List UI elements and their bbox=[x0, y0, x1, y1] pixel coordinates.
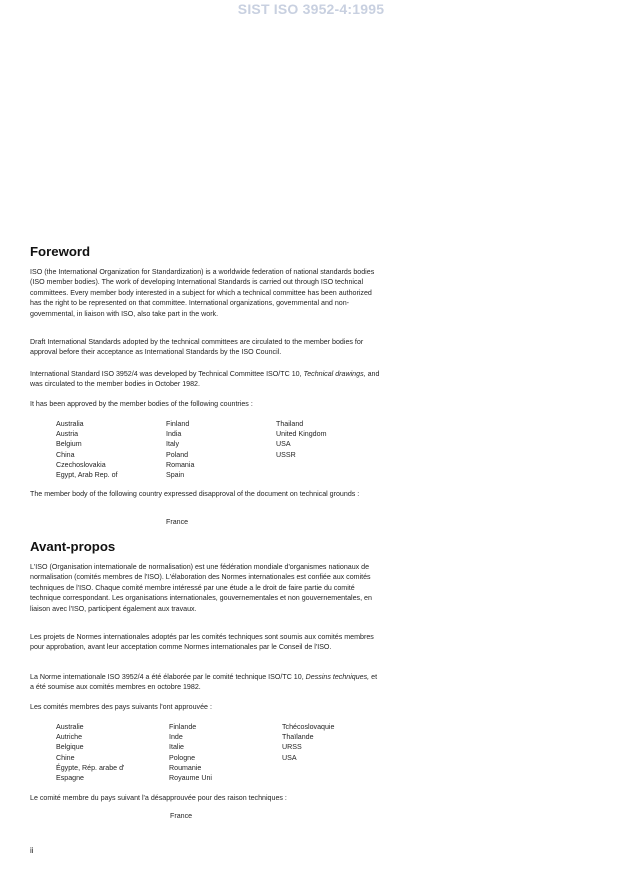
foreword-paragraph-2 bbox=[30, 337, 382, 358]
foreword-country-col-3 bbox=[276, 419, 326, 460]
avant-paragraph-3 bbox=[30, 672, 382, 693]
avant-paragraph-5 bbox=[30, 793, 382, 803]
foreword-country-col-1 bbox=[56, 419, 118, 480]
list-item: Tchécoslovaquie bbox=[282, 723, 335, 731]
list-item: Belgique bbox=[56, 743, 84, 752]
list-item: United Kingdom bbox=[276, 430, 327, 439]
avant-disapproval-country: France bbox=[170, 812, 193, 820]
avant-p2-text: Les projets de Normes internationales adoptés par les comités techniques sont soumis aux comités membres pour approbation, avant leur acceptation comme Normes internationales par le Conseil de l'ISO. bbox=[30, 633, 374, 652]
foreword-title: Foreword bbox=[30, 244, 91, 259]
avant-heading-block bbox=[30, 539, 382, 554]
avant-paragraph-2 bbox=[30, 632, 382, 653]
list-item: Poland bbox=[166, 450, 189, 459]
list-item: USA bbox=[276, 440, 291, 449]
avant-paragraph-1 bbox=[30, 562, 382, 614]
list-item: Egypt, Arab Rep. of bbox=[56, 471, 118, 480]
foreword-p2-text: Draft International Standards adopted by the technical committees are circulated to the member bodies for approval before their acceptance as International Standards by the ISO Council. bbox=[30, 338, 364, 357]
avant-p3-text bbox=[30, 672, 382, 693]
foreword-paragraph-5 bbox=[30, 489, 382, 499]
avant-p4-text: Les comités membres des pays suivants l'ont approuvée : bbox=[30, 703, 212, 711]
list-item: Égypte, Rép. arabe d' bbox=[56, 763, 125, 772]
list-item: China bbox=[56, 450, 75, 459]
foreword-paragraph-1 bbox=[30, 267, 382, 319]
list-item: Espagne bbox=[56, 774, 85, 783]
list-item: Inde bbox=[169, 733, 183, 742]
watermark: SIST ISO 3952-4:1995 bbox=[237, 1, 385, 17]
list-item: Austria bbox=[56, 430, 79, 439]
foreword-p3-text bbox=[30, 369, 382, 390]
list-item: Pologne bbox=[169, 753, 196, 762]
list-item: Spain bbox=[166, 471, 185, 480]
list-item: Romania bbox=[166, 460, 195, 469]
foreword-p4-text: It has been approved by the member bodies of the following countries : bbox=[30, 400, 253, 408]
list-item: Czechoslovakia bbox=[56, 460, 106, 469]
list-item: Australie bbox=[56, 723, 84, 731]
foreword-heading-block bbox=[30, 244, 382, 259]
foreword-p3-c: and was circulated to the member bodies in October 1982. bbox=[30, 370, 380, 389]
list-item: URSS bbox=[282, 743, 302, 752]
avant-p3-c: et a été soumise aux comités membres en octobre 1982. bbox=[30, 673, 378, 692]
list-item: Belgium bbox=[56, 440, 82, 449]
list-item: Autriche bbox=[56, 733, 83, 742]
foreword-p5-text: The member body of the following country expressed disapproval of the document on technical grounds : bbox=[30, 490, 360, 498]
foreword-p1-text: ISO (the International Organization for Standardization) is a worldwide federation of national standards bodies (ISO member bodies). The work of developing International Standards is carried out through ISO technical committees. Every member body interested in a subject for which a technical committee has been authorized has the right to be represented on that committee. International organizations, governmental and non-governmental, in liaison with ISO, also take part in the work. bbox=[30, 268, 375, 318]
list-item: USA bbox=[282, 753, 297, 762]
list-item: Thailand bbox=[276, 420, 304, 428]
avant-country-col-3 bbox=[282, 722, 334, 763]
foreword-paragraph-3 bbox=[30, 369, 382, 390]
list-item: USSR bbox=[276, 450, 296, 459]
avant-p3-italic: Dessins techniques, bbox=[305, 673, 370, 681]
foreword-p3-a: International Standard ISO 3952/4 was developed by Technical Committee ISO/TC 10, bbox=[30, 370, 302, 378]
avant-title: Avant-propos bbox=[30, 539, 116, 554]
avant-country-col-2 bbox=[169, 722, 212, 783]
foreword-paragraph-4 bbox=[30, 399, 382, 409]
list-item: Italy bbox=[166, 440, 180, 449]
foreword-p3-italic: Technical drawings, bbox=[303, 370, 366, 378]
avant-country-col-1 bbox=[56, 722, 124, 783]
avant-paragraph-4 bbox=[30, 702, 382, 712]
list-item: Italie bbox=[169, 743, 184, 752]
list-item: Finlande bbox=[169, 723, 197, 731]
list-item: India bbox=[166, 430, 182, 439]
avant-p5-text: Le comité membre du pays suivant l'a désapprouvée pour des raison techniques : bbox=[30, 794, 287, 802]
list-item: Chine bbox=[56, 753, 75, 762]
list-item: Australia bbox=[56, 420, 84, 428]
page-number: ii bbox=[30, 846, 34, 855]
list-item: Finland bbox=[166, 420, 190, 428]
avant-p1-text: L'ISO (Organisation internationale de normalisation) est une fédération mondiale d'organismes nationaux de normalisation (comités membres de l'ISO). L'élaboration des Normes internationales est confiée aux comités techniques de l'ISO. Chaque comité membre intéressé par une étude a le droit de faire partie du comité technique correspondant. Les organisations internationales, gouvernementales et non gouvernementales, en liaison avec l'ISO, participent également aux travaux. bbox=[30, 563, 372, 613]
foreword-disapproval-country: France bbox=[166, 518, 189, 526]
list-item: Roumanie bbox=[169, 763, 202, 772]
list-item: Thaïlande bbox=[282, 733, 314, 742]
list-item: Royaume Uni bbox=[169, 774, 212, 783]
foreword-country-col-2 bbox=[166, 419, 194, 480]
avant-p3-a: La Norme internationale ISO 3952/4 a été élaborée par le comité technique ISO/TC 10, bbox=[30, 673, 304, 681]
